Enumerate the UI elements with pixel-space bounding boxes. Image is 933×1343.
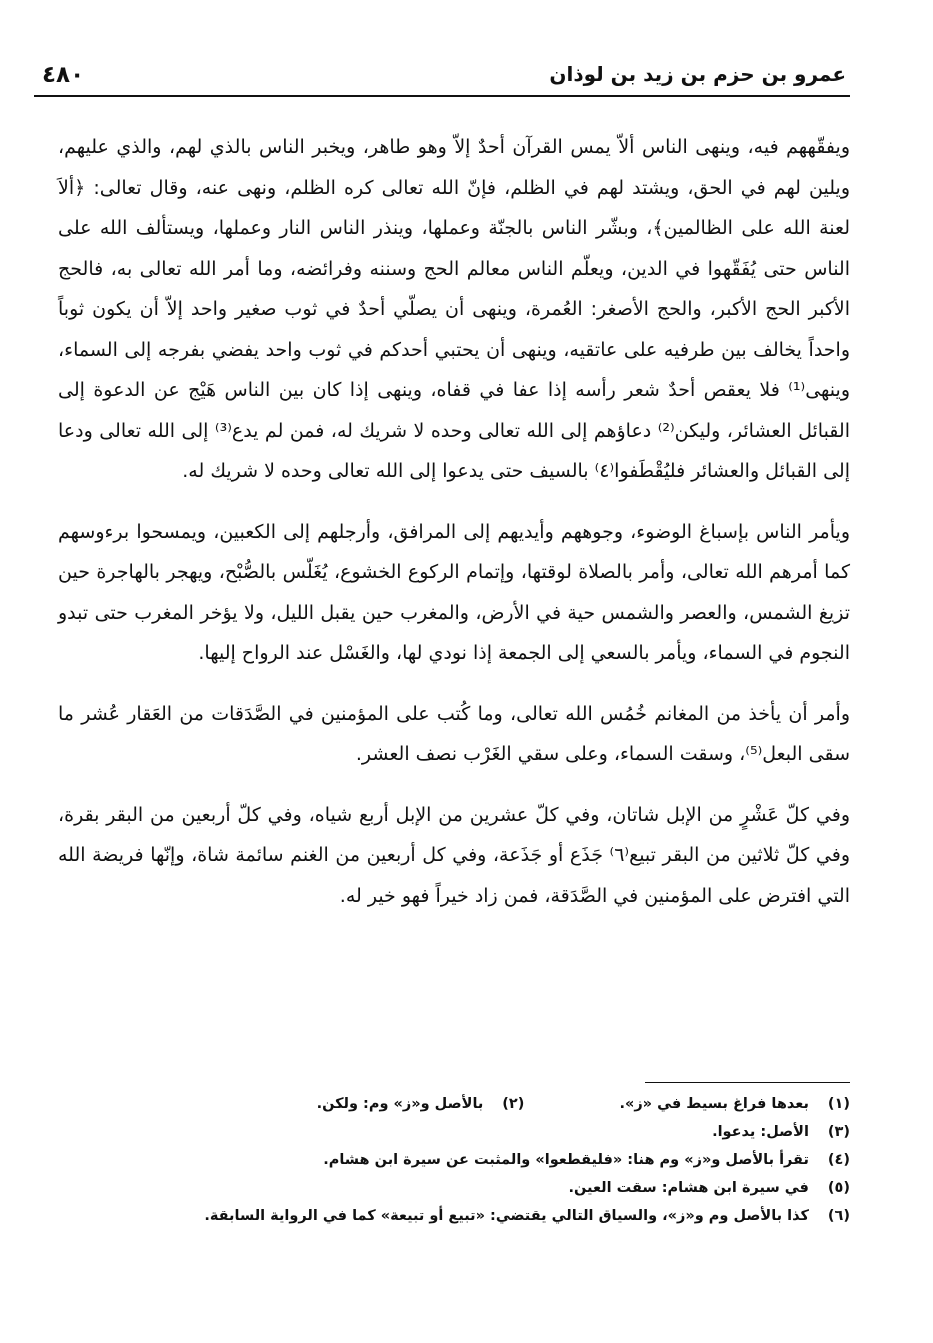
page-header <box>34 60 850 94</box>
paragraph: ويفقّههم فيه، وينهى الناس ألاّ يمس القرآن أحدٌ إلاّ وهو طاهر، ويخبر الناس بالذي لهم، والذي عليهم، ويلين لهم في الحق، ويشتد لهم في الظلم، فإنّ الله تعالى كره الظلم، ونهى عنه، وقال تعالى: ﴿ألاَ لعنة الله على الظالمين﴾، وبشّر الناس بالجنّة وعملها، وينذر الناس النار وعملها، ويستألف الله على الناس حتى يُفَقّهوا في الدين، ويعلّم الناس معالم الحج وسننه وفرائضه، وما أمر الله تعالى به، فالحج الأكبر الحج الأكبر، والحج الأصغر: العُمرة، وينهى أن يصلّي أحدٌ في ثوب صغير واحد إلاّ أن يكون ثوباً واحداً يخالف بين طرفيه على عاتقيه، وينهى أن يحتبي أحدكم في ثوب واحد يفضي بفرجه إلى السماء، وينهى⁽¹⁾ فلا يعقص أحدٌ شعر رأسه إذا عفا في قفاه، وينهى إذا كان بين الناس هَيْج عن الدعوة إلى القبائل العشائر، وليكن⁽²⁾ دعاؤهم إلى الله تعالى وحده لا شريك له، فمن لم يدع⁽³⁾ إلى الله تعالى ودعا إلى القبائل والعشائر فليُقْطَفوا⁽٤⁾ بالسيف حتى يدعوا إلى الله تعالى وحده لا شريك له. <box>58 136 850 482</box>
footnote-row <box>150 1146 850 1174</box>
footnote-row <box>150 1118 850 1146</box>
header-rule <box>34 95 850 97</box>
footnote-second <box>317 1090 525 1118</box>
footnote-number: (٤) <box>827 1152 850 1168</box>
footnote-text: بالأصل و«ز» وم: ولكن. <box>316 1096 484 1112</box>
main-text <box>58 127 850 916</box>
footnote-text: كذا بالأصل وم و«ز»، والسياق التالي يقتضي: «تبيع أو تبيعة» كما في الرواية السابقة. <box>204 1208 809 1224</box>
footnote-row <box>150 1174 850 1202</box>
footnote-row <box>150 1202 850 1230</box>
paragraph: وأمر أن يأخذ من المغانم خُمُس الله تعالى، وما كُتب على المؤمنين في الصَّدَقات من العَقار عُشر ما سقى البعل⁽⁵⁾، وسقت السماء، وعلى سقي الغَرْب نصف العشر. <box>58 702 850 765</box>
footnotes <box>150 1090 850 1230</box>
footnote-number: (٥) <box>827 1180 850 1196</box>
footnote-text: الأصل: يدعوا. <box>712 1124 809 1140</box>
paragraph: ويأمر الناس بإسباغ الوضوء، وجوههم وأيديهم إلى المرافق، وأرجلهم إلى الكعبين، ويمسحوا برءوسهم كما أمرهم الله تعالى، وأمر بالصلاة لوقتها، وإتمام الركوع الخشوع، يُغَلّس بالصُّبْح، ويهجر بالهاجرة حين تزيغ الشمس، والعصر والشمس حية في الأرض، والمغرب حين يقبل الليل، ولا يؤخر المغرب حتى تبدو النجوم في السماء، ويأمر بالسعي إلى الجمعة إذا نودي لها، والغَسْل عند الرواح إليها. <box>58 520 850 664</box>
footnote-number: (٢) <box>502 1096 525 1112</box>
footnote-rule <box>645 1082 850 1083</box>
footnote-text: تقرأ بالأصل و«ز» وم هنا: «فليقطعوا» والمثبت عن سيرة ابن هشام. <box>323 1152 809 1168</box>
footnote-number: (٣) <box>827 1124 850 1140</box>
page-number: ٤٨٠ <box>42 62 85 88</box>
running-title: عمرو بن حزم بن زيد بن لوذان <box>549 62 846 86</box>
footnote-number: (٦) <box>827 1208 850 1224</box>
paragraph: وفي كلّ عَشْرٍ من الإبل شاتان، وفي كلّ عشرين من الإبل أربع شياه، وفي كلّ أربعين من البقر بقرة، وفي كلّ ثلاثين من البقر تبيع⁽٦⁾ جَذَع أو جَذَعة، وفي كل أربعين من الغنم سائمة شاة، وإنّها فريضة الله التي افترض على المؤمنين في الصَّدَقة، فمن زاد خيراً فهو خير له. <box>58 803 850 907</box>
footnote-text: في سيرة ابن هشام: سقت العين. <box>568 1180 809 1196</box>
footnote-number: (١) <box>827 1096 850 1112</box>
footnote-row <box>150 1090 850 1118</box>
footnote-text: بعدها فراغ بسيط في «ز». <box>619 1096 809 1112</box>
